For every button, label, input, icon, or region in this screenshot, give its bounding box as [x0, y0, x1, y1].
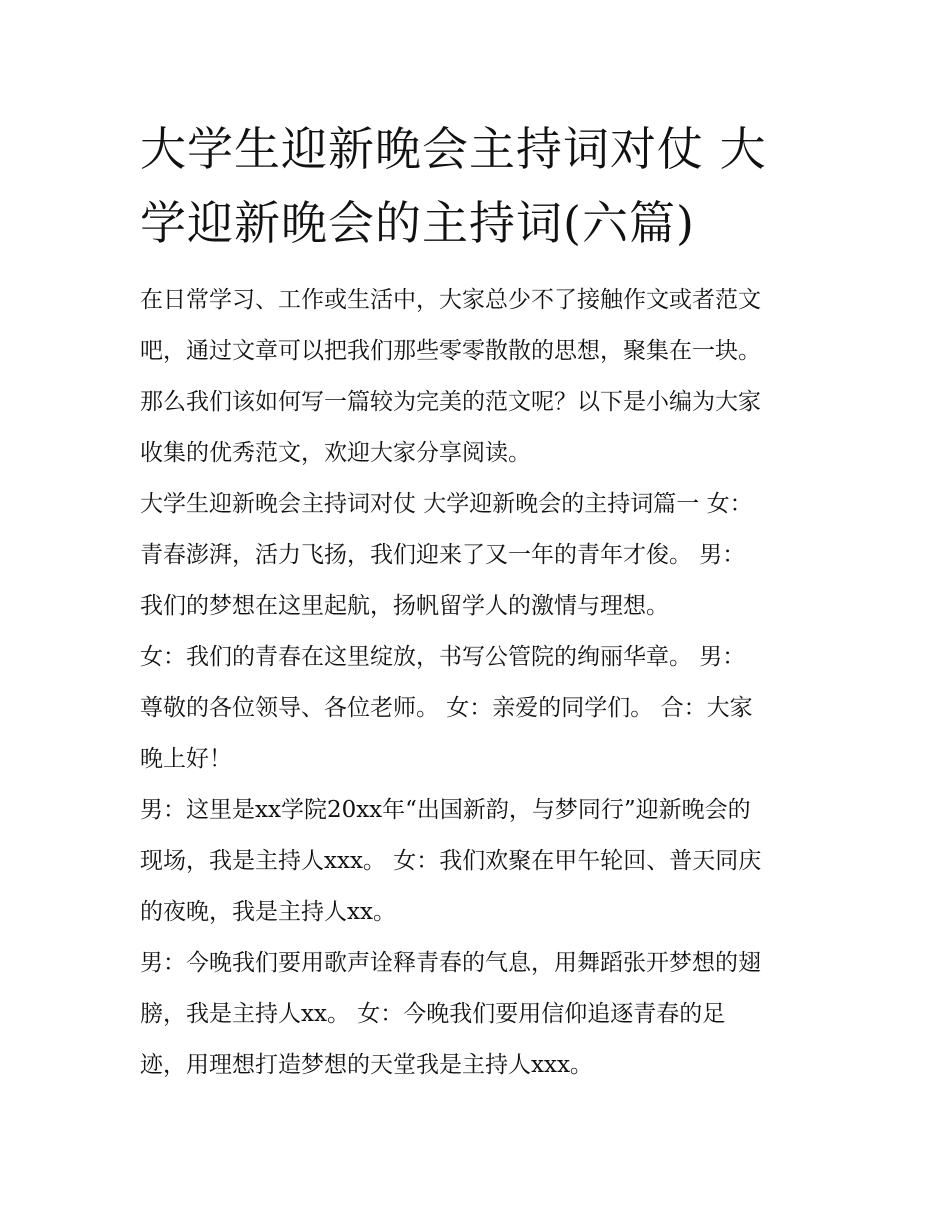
body-line: 现场，我是主持人xxx。 女：我们欢聚在甲午轮回、普天同庆 [140, 848, 762, 874]
document-title [140, 112, 830, 260]
body-line: 的夜晚，我是主持人xx。 [140, 899, 396, 925]
body-line: 收集的优秀范文，欢迎大家分享阅读。 [140, 440, 531, 466]
document-body [140, 275, 830, 1091]
body-line: 晚上好！ [140, 746, 232, 772]
body-line: 吧，通过文章可以把我们那些零零散散的思想，聚集在一块。 [140, 338, 761, 364]
body-line: 女：我们的青春在这里绽放，书写公管院的绚丽华章。 男： [140, 644, 746, 670]
body-line: 膀，我是主持人xx。 女：今晚我们要用信仰追逐青春的足 [140, 1001, 726, 1027]
body-line: 大学生迎新晚会主持词对仗 大学迎新晚会的主持词篇一 女： [140, 491, 753, 517]
body-line: 男：这里是xx学院20xx年“出国新韵，与梦同行”迎新晚会的 [140, 797, 751, 823]
title-line: 学迎新晚会的主持词(六篇) [140, 196, 695, 250]
body-line: 尊敬的各位领导、各位老师。 女：亲爱的同学们。 合：大家 [140, 695, 753, 721]
title-line: 大学生迎新晚会主持词对仗 大 [140, 122, 767, 176]
body-line: 我们的梦想在这里起航，扬帆留学人的激情与理想。 [140, 593, 669, 619]
body-line: 在日常学习、工作或生活中，大家总少不了接触作文或者范文 [140, 287, 761, 313]
body-line: 男：今晚我们要用歌声诠释青春的气息，用舞蹈张开梦想的翅 [140, 950, 761, 976]
body-line: 那么我们该如何写一篇较为完美的范文呢？以下是小编为大家 [140, 389, 761, 415]
body-line: 青春澎湃，活力飞扬，我们迎来了又一年的青年才俊。 男： [140, 542, 746, 568]
body-line: 迹，用理想打造梦想的天堂我是主持人xxx。 [140, 1052, 593, 1078]
